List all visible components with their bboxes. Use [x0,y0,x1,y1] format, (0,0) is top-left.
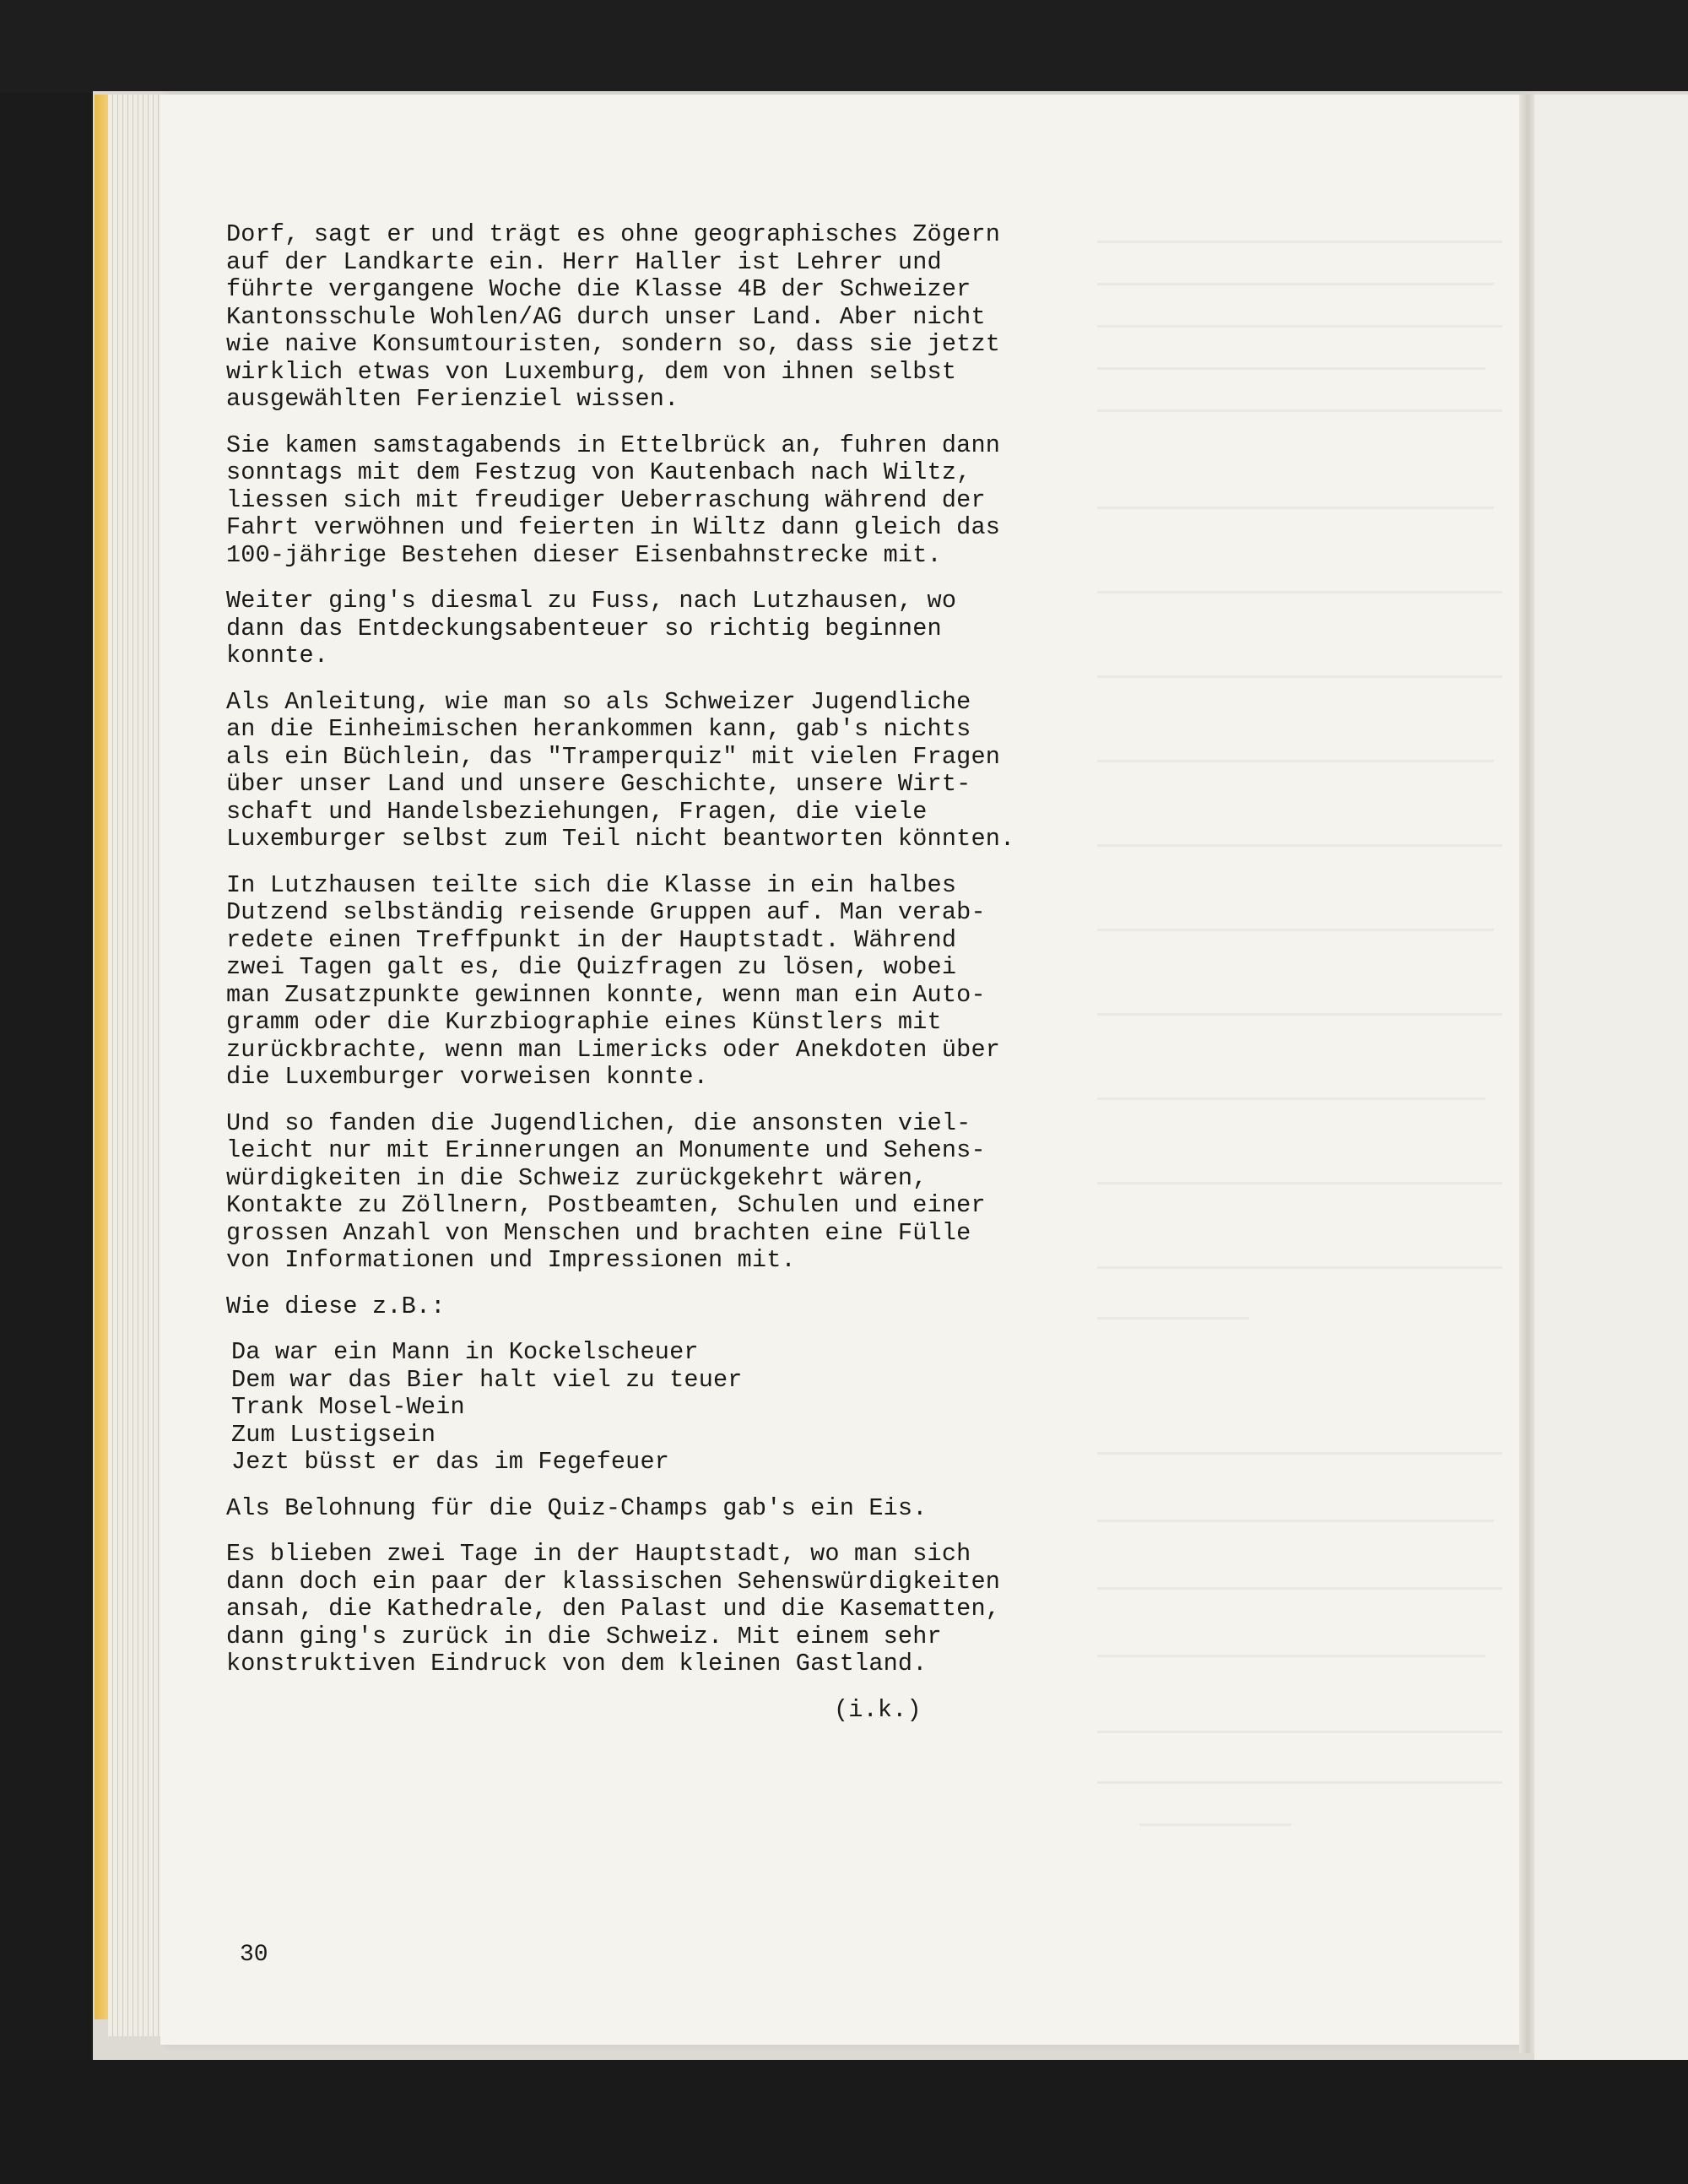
author-signature: (i.k.) [834,1695,922,1724]
right-page-edge [1534,95,1688,2062]
page-stack-edge [108,95,167,2036]
paragraph: In Lutzhausen teilte sich die Klasse in ein halbes Dutzend selbständig reisende Gruppen auf. Man verab- redete einen Treffpunkt in der Hauptstadt. Während zwei Tagen galt es, die Quizfragen zu lösen, wobei man Zusatzpunkte gewinnen konnte, wenn man ein Auto- gramm oder die Kurzbiographie eines Künstlers mit zurückbrachte, wenn man Limericks oder Anekdoten über die Luxemburger vorweisen konnte. [226,870,1001,1091]
paragraph: Wie diese z.B.: [226,1292,446,1320]
paragraph: Und so fanden die Jugendlichen, die ansonsten viel- leicht nur mit Erinnerungen an Monumente und Sehens- würdigkeiten in die Schweiz zurückgekehrt wären, Kontakte zu Zöllnern, Postbeamten, Schulen und einer grossen Anzahl von Menschen und brachten eine Fülle von Informationen und Impressionen mit. [226,1108,986,1274]
book-gutter [1519,95,1536,2053]
paragraph: Als Anleitung, wie man so als Schweizer Jugendliche an die Einheimischen herankommen kann, gab's nichts als ein Büchlein, das "Tramperquiz" mit vielen Fragen über unser Land und unsere Geschichte, unsere Wirt- schaft und Handelsbeziehungen, Fragen, die viele Luxemburger selbst zum Teil nicht beantworten könnten. [226,687,1015,853]
article-body [226,221,1475,1724]
paragraph: Sie kamen samstagabends in Ettelbrück an, fuhren dann sonntags mit dem Festzug von Kautenbach nach Wiltz, liessen sich mit freudiger Ueberraschung während der Fahrt verwöhnen und feierten in Wiltz dann gleich das 100-jährige Bestehen dieser Eisenbahnstrecke mit. [226,431,1001,569]
paragraph: Als Belohnung für die Quiz-Champs gab's ein Eis. [226,1493,928,1522]
scan-background-bottom [0,2060,1688,2184]
paragraph: Dorf, sagt er und trägt es ohne geographisches Zögern auf der Landkarte ein. Herr Haller ist Lehrer und führte vergangene Woche die Klasse 4B der Schweizer Kantonsschule Wohlen/AG durch unser Land. Aber nicht wie naive Konsumtouristen, sondern so, dass sie jetzt wirklich etwas von Luxemburg, dem von ihnen selbst ausgewählten Ferienziel wissen. [226,220,1001,413]
page-number: 30 [240,1942,268,1968]
paragraph: Weiter ging's diesmal zu Fuss, nach Lutzhausen, wo dann das Entdeckungsabenteuer so richtig beginnen konnte. [226,587,957,669]
limerick: Da war ein Mann in Kockelscheuer Dem war das Bier halt viel zu teuer Trank Mosel-Wein Zum Lustigsein Jezt büsst er das im Fegefeuer [231,1338,743,1476]
scan-background-top [0,0,1688,93]
paragraph: Es blieben zwei Tage in der Hauptstadt, wo man sich dann doch ein paar der klassischen Sehenswürdigkeiten ansah, die Kathedrale, den Palast und die Kasematten, dann ging's zurück in die Schweiz. Mit einem sehr konstruktiven Eindruck von dem kleinen Gastland. [226,1540,1001,1677]
